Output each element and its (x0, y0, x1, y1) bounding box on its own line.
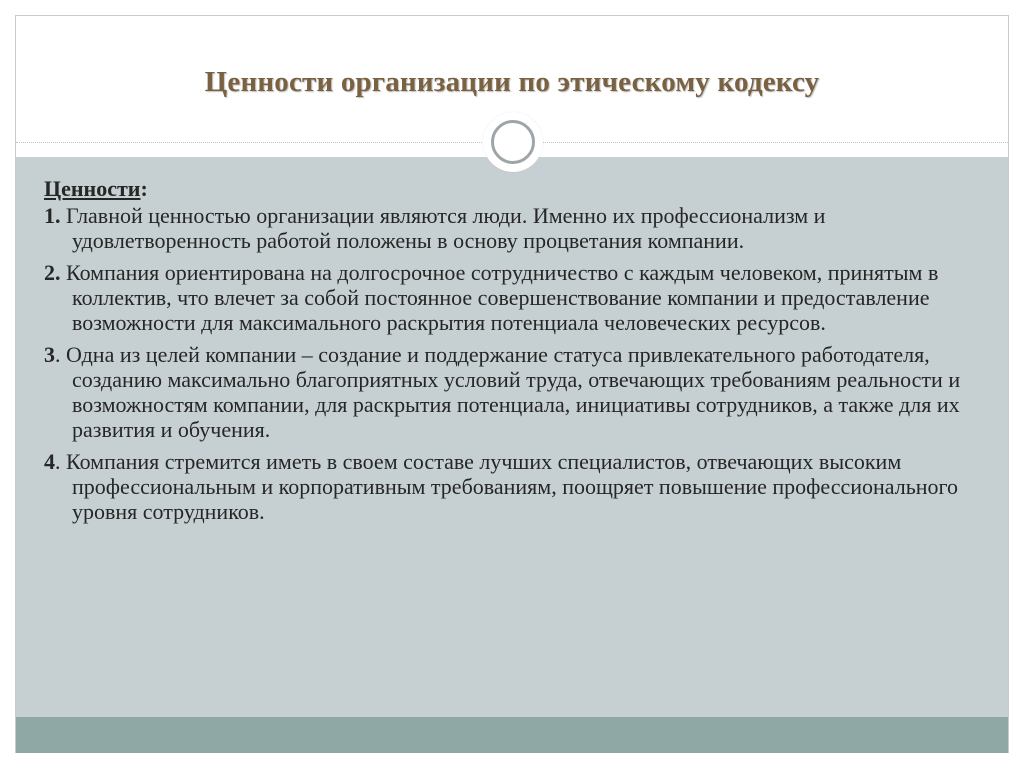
footer-band (16, 717, 1008, 753)
page-title: Ценности организации по этическому кодексу (204, 66, 820, 98)
list-item (44, 449, 994, 524)
values-heading-label: Ценности (44, 176, 141, 201)
list-item (44, 260, 994, 335)
list-item-separator: . (55, 449, 66, 474)
list-item-text: Компания ориентирована на долгосрочное сотрудничество с каждым человеком, принятым в коллектив, что влечет за собой постоянное совершенствование компании и предоставление возможности для максимального раскрытия потенциала человеческих ресурсов. (66, 260, 939, 335)
values-text (44, 176, 994, 531)
values-heading (44, 176, 994, 201)
list-item-text: Одна из целей компании – создание и поддержание статуса привлекательного работодателя, созданию максимально благоприятных условий труда, отвечающих требованиям реальности и возможностям компании, для раскрытия потенциала, инициативы сотрудников, а также для их развития и обучения. (66, 342, 961, 442)
list-item-number: 4 (44, 449, 55, 474)
list-item-number: 1. (44, 203, 61, 228)
list-item-text: Главной ценностью организации являются люди. Именно их профессионализм и удовлетворенность работой положены в основу процветания компании. (66, 203, 826, 253)
list-item-number: 2. (44, 260, 61, 285)
list-item-text: Компания стремится иметь в своем составе лучших специалистов, отвечающих высоким профессиональным и корпоративным требованиям, поощряет повышение профессионального уровня сотрудников. (66, 449, 959, 524)
slide-frame (15, 15, 1009, 753)
decorative-ring-inner (491, 120, 535, 164)
values-heading-colon: : (140, 176, 148, 201)
list-item-number: 3 (44, 342, 55, 367)
list-item (44, 342, 994, 442)
list-item (44, 203, 994, 253)
decorative-ring-icon (483, 112, 543, 172)
list-item-separator: . (55, 342, 66, 367)
